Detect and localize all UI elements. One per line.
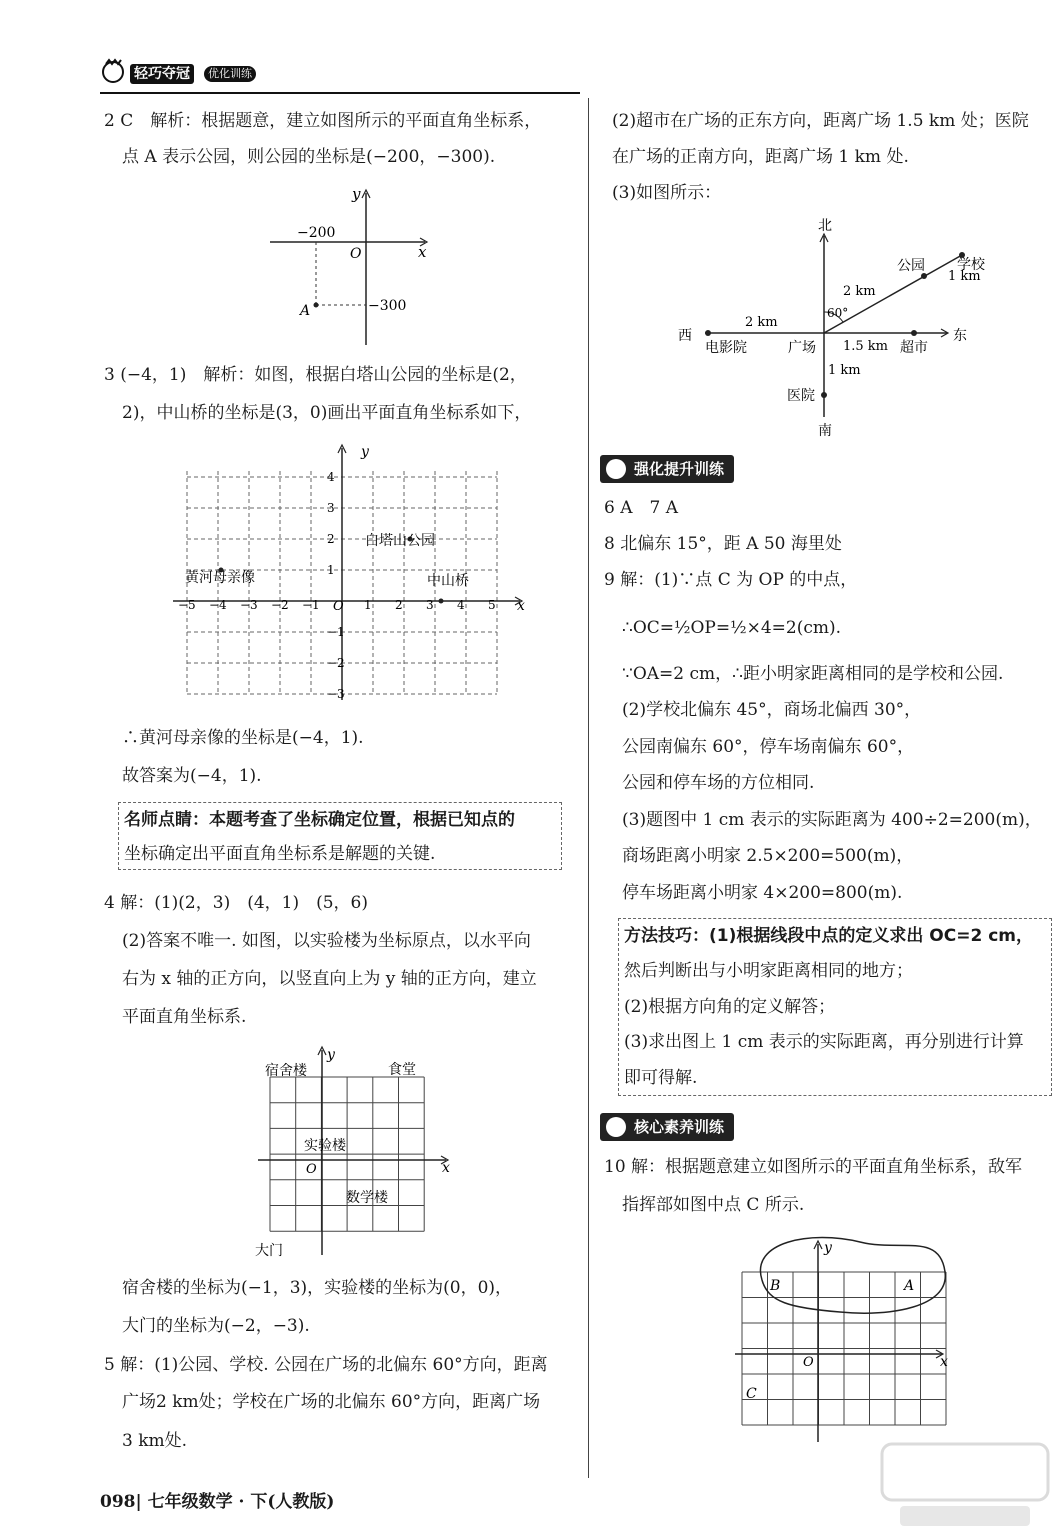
map-d-cinema: 2 km <box>745 315 778 330</box>
answer-9-line7: (3)题图中 1 cm 表示的实际距离为 400÷2=200(m)， <box>622 810 1042 830</box>
q3-y-tick: 3 <box>327 501 335 515</box>
answer-10-line1: 10 解：根据题意建立如图所示的平面直角坐标系，敌军 <box>604 1157 1023 1177</box>
q2-figure <box>260 185 440 350</box>
map-school: 学校 <box>957 257 985 273</box>
q5-line1: 5 解：(1)公园、学校. 公园在广场的北偏东 60°方向，距离 <box>104 1355 548 1375</box>
q3-x-label: x <box>517 598 525 614</box>
logo-icon <box>100 58 126 84</box>
answer-6-7: 6 A 7 A <box>604 498 678 518</box>
q4-y-label: y <box>327 1047 335 1063</box>
crown-icon <box>606 1117 626 1137</box>
badge-core-label: 核心素养训练 <box>634 1118 725 1136</box>
q10-c-label: C <box>746 1386 757 1402</box>
q3-x-tick: −3 <box>240 598 258 612</box>
q2-x-label: x <box>418 243 427 261</box>
q3-x-tick: 3 <box>426 598 434 612</box>
map-d-park: 2 km <box>843 284 876 299</box>
q3-zhongshan-label: 中山桥 <box>427 573 469 589</box>
method-tip-line1 <box>624 925 1033 947</box>
answer-9-line1: 9 解：(1)∵点 C 为 OP 的中点， <box>604 570 858 590</box>
q3-x-tick: 2 <box>395 598 403 612</box>
watermark-logo <box>880 1440 1050 1530</box>
q2-y-value: −300 <box>368 298 407 314</box>
section-badge-strengthen <box>600 455 734 483</box>
q4-grid-figure <box>250 1045 460 1260</box>
page-header <box>100 58 300 88</box>
answer-9-line9: 停车场距离小明家 4×200=800(m). <box>622 883 903 903</box>
map-south: 南 <box>818 423 832 439</box>
answer-8: 8 北偏东 15°，距 A 50 海里处 <box>604 534 842 554</box>
answer-9-line5: 公园南偏东 60°，停车场南偏东 60°， <box>622 737 915 757</box>
answer-9-line2: ∴OC=½OP=½×4=2(cm). <box>622 618 842 638</box>
q10-x-label: x <box>940 1354 948 1370</box>
q5-line2: 广场2 km处；学校在广场的北偏东 60°方向，距离广场 <box>122 1392 541 1412</box>
q4-line2: (2)答案不唯一. 如图，以实验楼为坐标原点，以水平向 <box>122 931 531 951</box>
q4-line3: 右为 x 轴的正方向，以竖直向上为 y 轴的正方向，建立 <box>122 969 537 989</box>
method-tip-line5: 即可得解. <box>624 1068 698 1088</box>
q4-gate-label: 大门 <box>255 1243 283 1259</box>
direction-map-figure <box>675 212 985 442</box>
q3-line1: 3 (−4，1) 解析：如图，根据白塔山公园的坐标是(2， <box>104 365 527 385</box>
answer-9-line4: (2)学校北偏东 45°，商场北偏西 30°， <box>622 700 922 720</box>
q4-dorm-label: 宿舍楼 <box>265 1063 307 1079</box>
r-line1: (2)超市在广场的正东方向，距离广场 1.5 km 处；医院 <box>612 111 1029 131</box>
answer-9-line3: ∵OA=2 cm，∴距小明家距离相同的是学校和公园. <box>622 664 1004 684</box>
map-west: 西 <box>678 328 692 344</box>
map-north: 北 <box>818 218 832 234</box>
q3-y-tick: 4 <box>327 470 335 484</box>
q4-origin-label: O <box>306 1162 317 1177</box>
q2-point-a-label: A <box>300 303 311 319</box>
map-east: 东 <box>953 328 967 344</box>
q4-line1: 4 解：(1)(2，3) (4，1) (5，6) <box>104 893 368 913</box>
badge-strengthen-label: 强化提升训练 <box>634 460 725 478</box>
header-rule <box>100 92 580 94</box>
map-d-market: 1.5 km <box>843 339 889 354</box>
q3-x-tick: 5 <box>488 598 496 612</box>
q2-y-label: y <box>352 185 361 203</box>
map-market: 超市 <box>900 340 928 356</box>
q3-x-tick: −5 <box>178 598 196 612</box>
method-tip-line2: 然后判断出与小明家距离相同的地方； <box>624 961 913 981</box>
q3-y-tick: 2 <box>327 532 335 546</box>
q4-answer1: 宿舍楼的坐标为(−1，3)，实验楼的坐标为(0，0)， <box>122 1278 513 1298</box>
tip-line1-text: 名师点睛：本题考查了坐标确定位置，根据已知点的 <box>124 810 515 830</box>
q3-y-tick: 1 <box>327 563 335 577</box>
q10-y-label: y <box>824 1240 832 1256</box>
q3-origin-label: O <box>333 599 344 614</box>
q3-answer1: ∴黄河母亲像的坐标是(−4，1). <box>122 728 364 748</box>
q3-x-tick: −2 <box>271 598 289 612</box>
answer-9-line6: 公园和停车场的方位相同. <box>622 773 815 793</box>
crown-icon <box>606 459 626 479</box>
q3-baita-label: 白塔山公园 <box>365 533 435 549</box>
method-tip-line3: (2)根据方向角的定义解答； <box>624 997 836 1017</box>
q4-canteen-label: 食堂 <box>388 1062 416 1078</box>
brand-sub-label: 优化训练 <box>204 66 256 82</box>
map-square: 广场 <box>788 340 816 356</box>
method-tip-line1-text: 方法技巧：(1)根据线段中点的定义求出 OC=2 cm， <box>624 926 1033 946</box>
q10-grid-figure <box>730 1232 960 1447</box>
q10-b-label: B <box>770 1278 781 1294</box>
map-park: 公园 <box>897 258 925 274</box>
r-line2: 在广场的正南方向，距离广场 1 km 处. <box>612 147 909 167</box>
q2-origin-label: O <box>350 246 362 262</box>
map-d-hospital: 1 km <box>828 363 861 378</box>
q3-y-tick: −3 <box>327 687 345 701</box>
method-tip-line4: (3)求出图上 1 cm 表示的实际距离，再分别进行计算 <box>624 1032 1024 1052</box>
q10-a-label: A <box>904 1278 915 1294</box>
q3-grid-figure <box>165 440 535 710</box>
q5-line3: 3 km处. <box>122 1431 188 1451</box>
q3-x-tick: −1 <box>302 598 320 612</box>
q4-line4: 平面直角坐标系. <box>122 1007 247 1027</box>
map-hospital: 医院 <box>787 388 815 404</box>
q4-answer2: 大门的坐标为(−2，−3). <box>122 1316 310 1336</box>
q2-line2: 点 A 表示公园，则公园的坐标是(−200，−300). <box>122 147 496 167</box>
r-line3: (3)如图所示： <box>612 183 722 203</box>
q3-y-label: y <box>361 444 369 460</box>
q3-x-tick: 1 <box>364 598 372 612</box>
map-d-school: 1 km <box>948 269 981 284</box>
map-cinema: 电影院 <box>705 340 747 356</box>
tip-line1 <box>124 809 515 831</box>
q4-x-label: x <box>442 1160 450 1176</box>
q3-huanghe-label: 黄河母亲像 <box>185 570 255 586</box>
section-badge-core <box>600 1113 734 1141</box>
q4-lab-label: 实验楼 <box>304 1138 346 1154</box>
map-angle: 60° <box>827 306 849 320</box>
answer-9-line8: 商场距离小明家 2.5×200=500(m)， <box>622 846 914 866</box>
page-footer: 098| 七年级数学 · 下(人教版) <box>100 1492 335 1512</box>
q2-x-value: −200 <box>297 225 336 241</box>
q10-origin-label: O <box>803 1355 814 1370</box>
tip-line2: 坐标确定出平面直角坐标系是解题的关键. <box>124 844 436 864</box>
brand-label: 轻巧夺冠 <box>130 64 194 84</box>
q3-line2: 2)，中山桥的坐标是(3，0)画出平面直角坐标系如下， <box>122 403 532 423</box>
q4-math-label: 数学楼 <box>346 1190 388 1206</box>
column-divider <box>588 98 589 1478</box>
q3-y-tick: −1 <box>327 625 345 639</box>
q2-line1: 2 C 解析：根据题意，建立如图所示的平面直角坐标系， <box>104 111 542 131</box>
q3-y-tick: −2 <box>327 656 345 670</box>
q3-answer2: 故答案为(−4，1). <box>122 766 262 786</box>
answer-10-line2: 指挥部如图中点 C 所示. <box>622 1195 805 1215</box>
q3-x-tick: −4 <box>209 598 227 612</box>
q3-x-tick: 4 <box>457 598 465 612</box>
